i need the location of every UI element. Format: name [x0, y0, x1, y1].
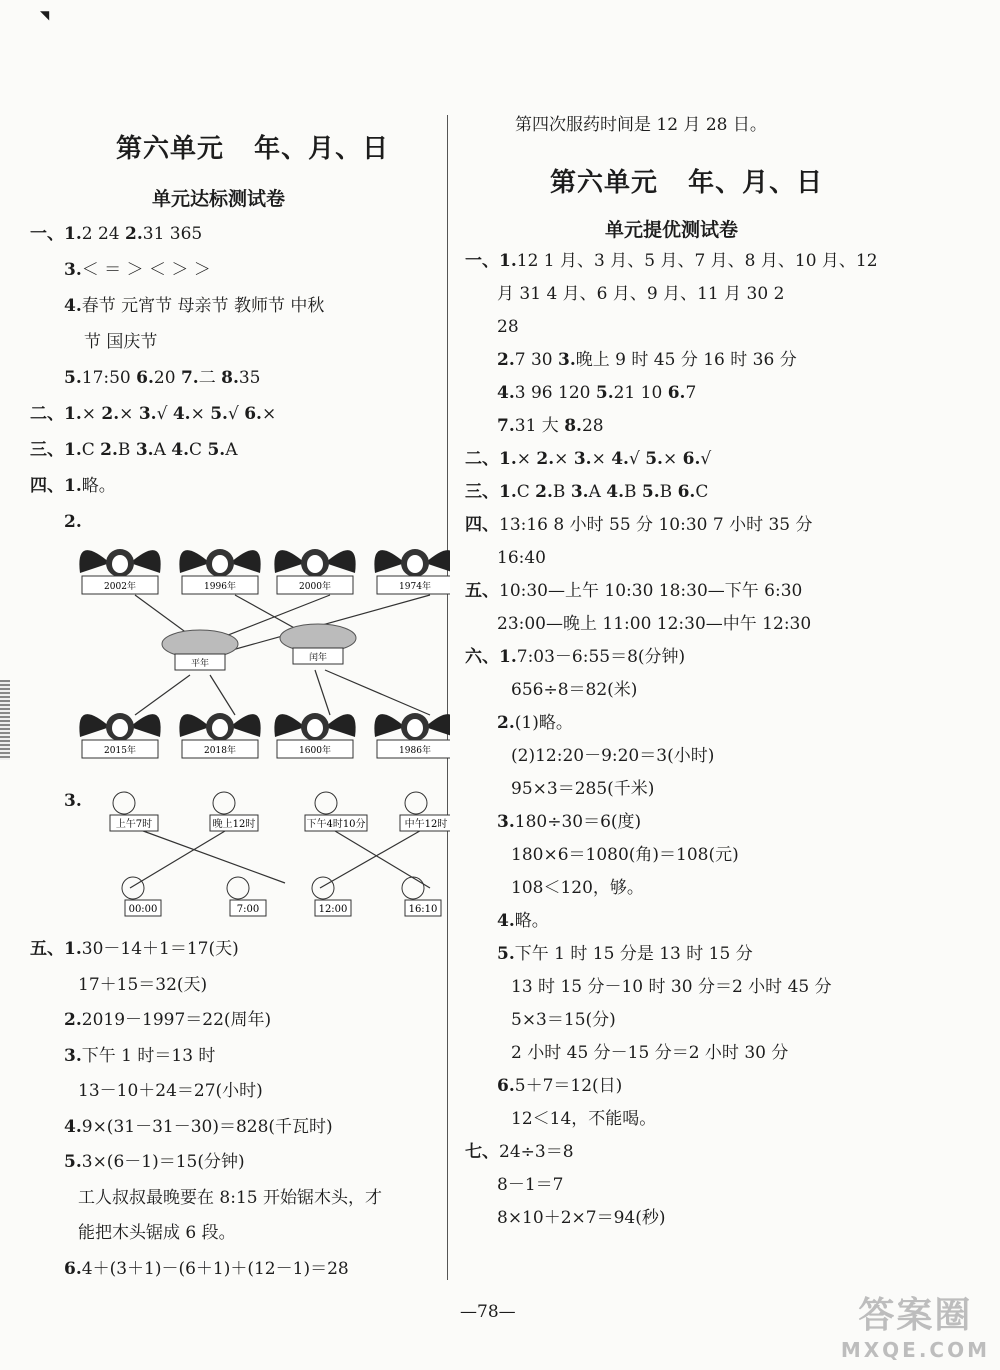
- right-top-line: 第四次服药时间是 12 月 28 日。: [515, 115, 767, 135]
- answer-text: 10:30—上午 10:30 18:30—下午 6:30: [499, 581, 803, 601]
- answer-line: [497, 1075, 622, 1097]
- answer-text: 下午 1 时＝13 时: [81, 1045, 216, 1066]
- leap-year-matching-figure: [60, 540, 450, 770]
- answer-text: √: [156, 404, 173, 424]
- answer-line: [497, 712, 573, 734]
- time-label: 7:00: [236, 904, 260, 915]
- question-number: 七、: [465, 1142, 499, 1162]
- answer-text: A: [588, 482, 607, 502]
- question-number: 7.: [180, 368, 199, 388]
- answer-text: 13:16 8 小时 55 分 10:30 7 小时 35 分: [499, 515, 813, 535]
- answer-text: C: [189, 440, 208, 460]
- answer-text: (1)略。: [514, 713, 573, 733]
- answer-line: [64, 1116, 333, 1138]
- question-number: 4.: [172, 404, 191, 424]
- answer-line: [78, 974, 207, 996]
- answer-line: [30, 475, 116, 497]
- answer-text: B: [659, 482, 678, 502]
- answer-text: 节 国庆节: [84, 332, 158, 352]
- time-card-bottom-2: [312, 877, 351, 916]
- answer-line: [511, 877, 644, 899]
- answer-line: [30, 223, 202, 245]
- left-unit-title: 第六单元 年、月、日: [116, 134, 390, 164]
- time-card-bottom-1: [227, 877, 266, 916]
- question-number: 六、1.: [465, 647, 517, 667]
- bird-top-1: [179, 549, 260, 594]
- answer-text: 31 大: [514, 416, 565, 436]
- answer-text: 180×6＝1080(角)＝108(元): [511, 845, 739, 865]
- question-number: 5.: [641, 482, 660, 502]
- answer-text: 21 10: [613, 383, 668, 403]
- answer-text: 28: [497, 317, 519, 337]
- answer-line: [497, 283, 784, 305]
- time-label: 上午7时: [115, 819, 153, 830]
- question-number: 5.: [64, 1152, 82, 1172]
- time-card-top-0: [110, 792, 158, 831]
- answer-text: B: [117, 440, 136, 460]
- q3-label: 3.: [64, 791, 82, 811]
- answer-line: [511, 844, 739, 866]
- answer-line: [511, 1042, 788, 1064]
- answer-text: 2019－1997＝22(周年): [81, 1010, 272, 1030]
- answer-line: [64, 1258, 349, 1280]
- answer-text: ×: [190, 404, 211, 424]
- answer-text: 8－1＝7: [497, 1175, 564, 1195]
- answer-text: 23:00—晚上 11:00 12:30—中午 12:30: [497, 614, 812, 634]
- question-number: 6.: [667, 383, 686, 403]
- question-number: 3.: [558, 350, 576, 370]
- answer-text: √: [628, 449, 646, 469]
- answer-line: [511, 679, 637, 701]
- answer-text: 17:50: [81, 368, 137, 388]
- question-number: 5.: [210, 404, 228, 424]
- answer-text: 略。: [514, 911, 549, 931]
- question-number: 2.: [535, 482, 553, 502]
- answer-text: 28: [581, 416, 604, 436]
- question-number: 5.: [64, 368, 82, 388]
- answer-text: B: [552, 482, 571, 502]
- answer-line: [497, 811, 641, 833]
- question-number: 三、1.: [465, 482, 517, 502]
- answer-line: [465, 580, 802, 602]
- question-number: 4.: [497, 383, 515, 403]
- time-label: 12:00: [318, 904, 348, 915]
- binding-barcode: [0, 680, 10, 760]
- answer-line: [497, 547, 546, 569]
- answer-text: A: [153, 440, 172, 460]
- answer-text: ×: [591, 449, 612, 469]
- question-number: 五、: [465, 581, 499, 601]
- answer-text: 7 30: [514, 350, 559, 370]
- answer-text: 下午 1 时 15 分是 13 时 15 分: [514, 944, 753, 964]
- time-matching-figure: [80, 788, 450, 923]
- question-number: 二、1.: [465, 449, 517, 469]
- question-number: 4.: [171, 440, 190, 460]
- answer-text: 108＜120，够。: [511, 878, 644, 898]
- answer-line: [30, 938, 239, 960]
- year-label: 1974年: [399, 582, 431, 592]
- question-number: 7.: [497, 416, 515, 436]
- answer-line: [78, 1080, 263, 1102]
- year-label: 2002年: [104, 582, 136, 592]
- answer-text: 12＜14，不能喝。: [511, 1109, 657, 1129]
- answer-text: 晚上 9 时 45 分 16 时 36 分: [575, 350, 797, 370]
- question-number: 6.: [244, 404, 262, 424]
- question-number: 2.: [101, 404, 120, 424]
- answer-text: ＜ ＝ ＞ ＜ ＞ ＞: [81, 260, 211, 280]
- time-matching-lines: [130, 828, 430, 888]
- question-number: 5.: [595, 383, 614, 403]
- answer-text: 5＋7＝12(日): [514, 1076, 623, 1096]
- time-label: 下午4时10分: [306, 819, 366, 830]
- time-label: 00:00: [128, 904, 158, 915]
- question-number: 2.: [100, 440, 118, 460]
- bird-top-2: [274, 549, 355, 594]
- answer-text: A: [225, 440, 238, 460]
- question-number: 二、1.: [30, 404, 82, 424]
- answer-text: C: [81, 440, 101, 460]
- answer-text: √: [700, 449, 712, 469]
- answer-line: [64, 1009, 271, 1031]
- answer-text: 2 小时 45 分－15 分＝2 小时 30 分: [511, 1043, 789, 1063]
- answer-line: [511, 745, 714, 767]
- answer-text: 35: [238, 368, 261, 388]
- answer-text: √: [227, 404, 245, 424]
- answer-text: C: [516, 482, 536, 502]
- answer-text: 2 24: [81, 224, 126, 244]
- question-number: 一、1.: [465, 251, 517, 271]
- question-number: 三、1.: [30, 440, 82, 460]
- answer-line: [465, 1141, 574, 1163]
- answer-line: [497, 415, 604, 437]
- question-number: 3.: [573, 449, 592, 469]
- answer-text: 月 31 4 月、6 月、9 月、11 月 30 2: [497, 284, 785, 304]
- answer-text: 95×3＝285(千米): [511, 779, 655, 799]
- right-sub-title: 单元提优测试卷: [605, 219, 739, 241]
- time-card-top-3: [400, 792, 450, 831]
- answer-line: [465, 448, 711, 470]
- question-number: 5.: [207, 440, 226, 460]
- question-number: 6.: [136, 368, 154, 388]
- answer-line: [465, 646, 685, 668]
- question-number: 5.: [645, 449, 663, 469]
- question-number: 4.: [606, 482, 625, 502]
- answer-text: 13－10＋24＝27(小时): [78, 1081, 263, 1101]
- answer-text: 20: [153, 368, 181, 388]
- answer-text: 4＋(3＋1)－(6＋1)＋(12－1)＝28: [81, 1258, 349, 1279]
- question-number: 4.: [64, 1116, 82, 1137]
- answer-text: ×: [554, 449, 574, 469]
- question-number: 2.: [64, 512, 82, 532]
- answer-text: ×: [516, 449, 537, 469]
- question-number: 四、1.: [30, 476, 82, 496]
- question-number: 6.: [497, 1076, 515, 1096]
- question-number: 3.: [497, 812, 515, 832]
- corner-mark: ◥: [40, 8, 50, 22]
- question-number: 3.: [64, 260, 82, 280]
- answer-line: [497, 613, 811, 635]
- answer-line: [465, 250, 878, 272]
- answer-line: [78, 1222, 236, 1244]
- time-card-bottom-0: [122, 877, 161, 916]
- answer-text: ×: [119, 404, 139, 424]
- question-number: 2.: [536, 449, 555, 469]
- watermark: [841, 1287, 990, 1362]
- year-label: 2018年: [204, 746, 236, 756]
- answer-line: [497, 1207, 665, 1229]
- answer-text: 30－14＋1＝17(天): [81, 939, 239, 959]
- question-number: 3.: [138, 404, 157, 424]
- answer-text: 春节 元宵节 母亲节 教师节 中秋: [81, 296, 325, 316]
- answer-line: [465, 481, 708, 503]
- question-number: 2.: [64, 1010, 82, 1030]
- answer-line: [497, 316, 519, 338]
- answer-text: 31 365: [142, 224, 203, 244]
- question-number: 8.: [221, 368, 239, 388]
- answer-line: [64, 1151, 245, 1173]
- answer-line: [497, 943, 753, 965]
- answer-text: 180÷30＝6(度): [514, 812, 642, 832]
- answer-line: [511, 778, 654, 800]
- answer-text: 9×(31－31－30)＝828(千瓦时): [81, 1116, 333, 1137]
- page-number: —78—: [460, 1302, 516, 1322]
- answer-line: [497, 382, 696, 404]
- question-number: 6.: [677, 482, 696, 502]
- answer-line: [511, 976, 832, 998]
- year-label: 2015年: [104, 746, 136, 756]
- answer-line: [30, 403, 276, 425]
- answer-line: [511, 1108, 656, 1130]
- answer-line: [30, 439, 237, 461]
- answer-text: 656÷8＝82(米): [511, 680, 638, 700]
- question-number: 2.: [125, 224, 143, 244]
- answer-line: [78, 1187, 382, 1209]
- watermark-url: MXQE.COM: [840, 1338, 990, 1362]
- year-label: 1986年: [399, 746, 431, 756]
- question-number: 5.: [497, 944, 515, 964]
- answer-line: [497, 349, 797, 371]
- answer-line: [84, 331, 157, 353]
- answer-text: 工人叔叔最晚要在 8:15 开始锯木头，才: [78, 1187, 382, 1208]
- question-number: 3.: [135, 440, 154, 460]
- nest-label: 平年: [190, 659, 210, 669]
- left-sub-title: 单元达标测试卷: [152, 188, 286, 210]
- bird-bottom-2: [274, 713, 355, 758]
- answer-text: 略。: [81, 476, 116, 496]
- bird-bottom-1: [179, 713, 260, 758]
- answer-text: ×: [662, 449, 683, 469]
- bird-top-3: [374, 549, 450, 594]
- answer-text: 3×(6－1)＝15(分钟): [81, 1152, 245, 1172]
- question-number: 4.: [64, 296, 82, 316]
- question-number: 一、1.: [30, 224, 82, 244]
- time-label: 中午12时: [404, 819, 448, 830]
- answer-text: 17＋15＝32(天): [78, 974, 208, 995]
- nest-1: [280, 624, 356, 664]
- question-number: 3.: [570, 482, 589, 502]
- answer-text: 3 96 120: [514, 383, 596, 403]
- right-unit-title: 第六单元 年、月、日: [550, 168, 824, 198]
- time-label: 晚上12时: [212, 819, 256, 830]
- question-number: 4.: [497, 911, 515, 931]
- answer-text: 7: [685, 383, 697, 403]
- answer-text: 24÷3＝8: [499, 1142, 574, 1162]
- answer-text: ×: [81, 404, 102, 424]
- time-label: 16:10: [408, 904, 438, 915]
- question-number: 3.: [64, 1045, 82, 1066]
- nest-0: [162, 630, 238, 670]
- year-label: 2000年: [299, 582, 331, 592]
- nest-label: 闰年: [308, 653, 328, 663]
- answer-text: 16:40: [497, 548, 546, 568]
- time-card-top-1: [210, 792, 258, 831]
- watermark-logo-text: 答案圈: [858, 1295, 973, 1336]
- answer-line: [64, 367, 261, 389]
- answer-text: 12 1 月、3 月、5 月、7 月、8 月、10 月、12: [516, 251, 878, 271]
- question-number: 2.: [497, 350, 515, 370]
- answer-line: [64, 511, 82, 533]
- bird-bottom-3: [374, 713, 450, 758]
- answer-line: [64, 295, 324, 317]
- answer-text: (2)12:20－9:20＝3(小时): [511, 746, 715, 766]
- answer-line: [64, 259, 211, 281]
- answer-text: 8×10＋2×7＝94(秒): [497, 1208, 666, 1228]
- question-number: 4.: [611, 449, 629, 469]
- answer-line: [497, 1174, 563, 1196]
- question-number: 四、: [465, 515, 499, 535]
- bird-bottom-0: [79, 713, 160, 758]
- answer-text: 7:03－6:55＝8(分钟): [516, 647, 686, 667]
- question-number: 6.: [64, 1258, 82, 1279]
- answer-line: [497, 910, 549, 932]
- answer-text: B: [624, 482, 642, 502]
- question-number: 2.: [497, 713, 515, 733]
- question-number: 6.: [682, 449, 701, 469]
- bird-top-0: [79, 549, 160, 594]
- question-number: 8.: [564, 416, 582, 436]
- year-label: 1996年: [204, 582, 236, 592]
- answer-text: 5×3＝15(分): [511, 1010, 616, 1030]
- question-number: 五、1.: [30, 939, 82, 959]
- answer-line: [465, 514, 813, 536]
- answer-text: 二: [198, 368, 222, 388]
- answer-text: 13 时 15 分－10 时 30 分＝2 小时 45 分: [511, 977, 832, 997]
- year-label: 1600年: [299, 746, 331, 756]
- time-card-top-2: [305, 792, 367, 831]
- answer-text: 能把木头锯成 6 段。: [78, 1223, 236, 1243]
- answer-text: C: [695, 482, 709, 502]
- answer-line: [64, 1045, 215, 1067]
- answer-text: ×: [261, 404, 277, 424]
- answer-line: [511, 1009, 616, 1031]
